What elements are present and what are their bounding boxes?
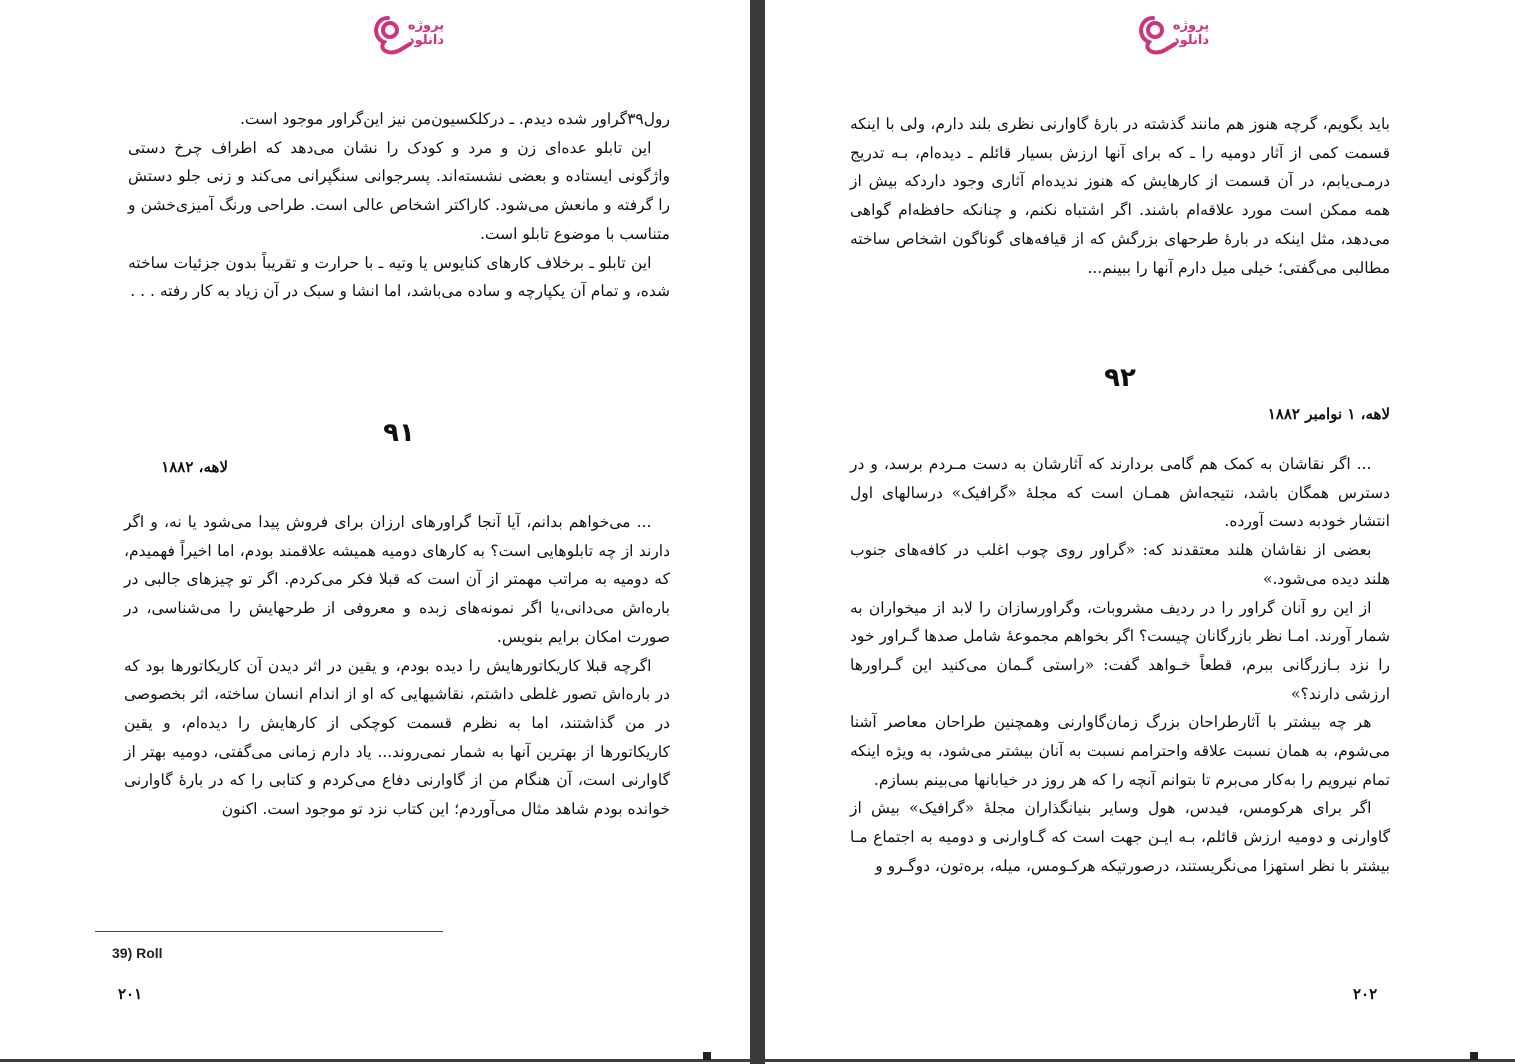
footnote-divider [95, 931, 443, 932]
page-right [765, 0, 1515, 1064]
left-letter-text [124, 508, 670, 824]
page-left [0, 0, 750, 1064]
page-number: ۲۰۱ [118, 985, 143, 1003]
left-intro-text [128, 105, 670, 306]
page-gutter [750, 0, 765, 1064]
paragraph: از این رو آنان گراور را در ردیف مشروبات، وگراورسازان را لابد از میخواران به شمار آورند. امـا نظر بازرگانان چیست؟ اگر بخواهم مجموعهٔ شامل صدها گـراور خود را نزد بـازرگانی ببرم، قطعاً خـواهد گفت: «راستی گـمان می‌کنید این گـراورها ارزشی دارند؟» [850, 598, 1390, 703]
page-number: ۲۰۲ [1353, 985, 1378, 1003]
watermark-logo [370, 12, 460, 58]
paragraph: این تابلو عده‌ای زن و مرد و کودک را نشان می‌دهد که اطراف چرخ دستی واژگونی ایستاده و بعضی نشسته‌اند. پسرجوانی سنگپرانی می‌کند و زنی جلو دستش را گرفته و مانعش می‌شود. کاراکتر اشخاص عالی است. طراحی ورنگ آمیزی‌خشن و متناسب با موضوع تابلو است. [128, 138, 670, 243]
footnote: 39) Roll [112, 945, 163, 961]
letter-number: ۹۲ [1104, 363, 1136, 393]
scan-bottom-edge [765, 1059, 1515, 1062]
paragraph: ... می‌خواهم بدانم، آیا آنجا گراورهای ارزان برای فروش پیدا می‌شود یا نه، و اگر دارند از چه تابلوهایی است؟ به کارهای دومیه همیشه علاقمند بودم، اما اخیراً فهمیدم، که دومیه به مراتب مهمتر از آن است که قبلا فکر می‌کردم. اگر تو چیزهای جالبی در باره‌اش می‌دانی،یا اگر نمونه‌های زبده و معروفی از طرحهایش را می‌شناسی، در صورت امکان برایم بنویس. [124, 513, 670, 646]
paragraph: رول۳۹گراور شده دیدم. ـ درکلکسیون‌من نیز این‌گراور موجود است. [239, 110, 670, 128]
letter-number: ۹۱ [383, 418, 415, 448]
watermark-logo [1135, 12, 1225, 58]
right-intro-text [850, 110, 1390, 282]
scan-corner-mark [1470, 1052, 1478, 1060]
watermark-text: پروژه دانلود [407, 18, 445, 48]
paragraph: اگرچه قبلا کاریکاتورهایش را دیده بودم، و یقین در اثر دیدن آن کاریکاتورها بود که در باره‌اش تصور غلطی داشتم، نقاشیهایی که او از اندام انسان ساخته، اثر بخصوصی در من گذاشتند، اما به نظرم قسمت کوچکی از کارهایش را دیده‌ام، و یقین کاریکاتورها از بهترین آنها به شمار نمی‌روند... یاد دارم زمانی می‌گفتی، دومیه بهتر از گاوارنی است، آن هنگام من از گاوارنی دفاع می‌کردم و کتابی را که در بارهٔ گاوارنی خوانده بودم شاهد مثال می‌آوردم؛ این کتاب نزد تو موجود است. اکنون [124, 656, 670, 819]
right-letter-text [850, 450, 1390, 881]
scan-bottom-edge [0, 1059, 750, 1062]
scan-corner-mark [703, 1052, 711, 1060]
watermark-text: پروژه دانلود [1172, 18, 1210, 48]
paragraph: بعضی از نقاشان هلند معتقدند که: «گراور روی چوب اغلب در کافه‌های جنوب هلند دیده می‌شود.» [850, 541, 1390, 588]
paragraph: باید بگویم، گرچه هنوز هم مانند گذشته در بارهٔ گاوارنی نظری بلند دارم، ولی با اینکه قسمت کمی از آثار دومیه را ـ که برای آنها ارزش بسیار قائلم ـ دیده‌ام، بـه تدریج درمـی‌یابم، در آن قسمت از کارهایش که هنوز ندیده‌ام آثاری وجود داردکه بیش از همه ممکن است مورد علاقه‌ام باشند. اگر اشتباه نکنم، و چنانکه حافظه‌ام گواهی می‌دهد، مثل اینکه در بارهٔ طرحهای بزرگش که از قیافه‌های گوناگون اشخاص ساخته مطالبی می‌گفتی؛ خیلی میل دارم آنها را ببینم... [850, 115, 1390, 277]
paragraph: هر چه بیشتر با آثارطراحان بزرگ زمان‌گاوارنی وهمچنین طراحان معاصر آشنا می‌شوم، به همان نسبت علاقه واحترامم نسبت به آنان بیشتر می‌شود، به ویژه اینکه تمام نیرویم را به‌کار می‌برم تا بتوانم آنچه را که هر روز در خیابانها می‌بینم بسازم. [850, 713, 1390, 789]
letter-dateline: لاهه، ۱ نوامبر ۱۸۸۲ [1267, 405, 1390, 423]
paragraph: اگر برای هرکومس، فیدس، هول وسایر بنیانگذاران مجلهٔ «گرافیک» بیش از گاوارنی و دومیه ارزش قائلم، بـه ایـن جهت است که گـاوارنی و دومیه به اجتماع مـا بیشتر با نظر استهزا می‌نگریستند، درصورتیکه هرکـومس، میله، بره‌تون، دوگـرو و [850, 799, 1390, 875]
letter-dateline: لاهه، ۱۸۸۲ [161, 458, 228, 476]
paragraph: ... اگر نقاشان به کمک هم گامی بردارند که آثارشان به دست مـردم برسد، و در دسترس همگان باشد، نتیجه‌اش همـان است که مجلهٔ «گرافیک» درسالهای اول انتشار خودبه دست آورده. [850, 455, 1390, 531]
paragraph: این تابلو ـ برخلاف کارهای کنایوس یا وتیه ـ با حرارت و تقریباً بدون جزئیات ساخته شده، و تمام آن یکپارچه و ساده می‌باشد، اما انشا و سبک در آن زیاد به کار رفته . . . [128, 253, 670, 301]
